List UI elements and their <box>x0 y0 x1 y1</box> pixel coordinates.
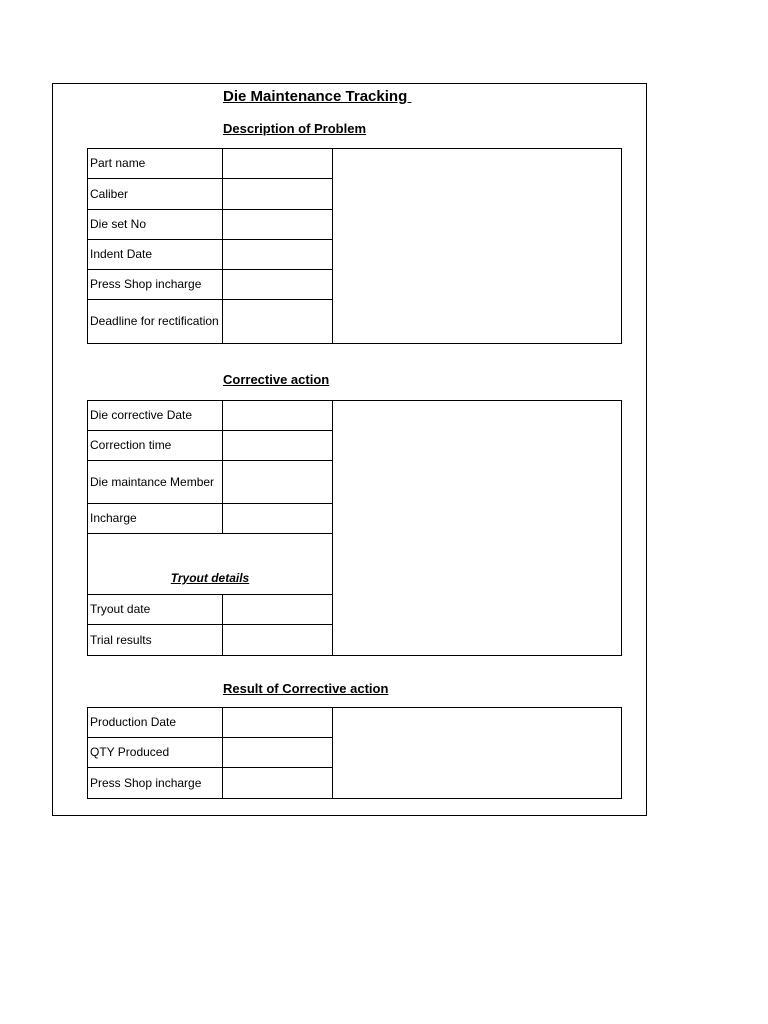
field-value-result-press-shop-incharge[interactable] <box>223 768 333 798</box>
field-label-production-date: Production Date <box>88 708 223 738</box>
field-label-indent-date: Indent Date <box>88 240 223 270</box>
field-label-part-name: Part name <box>88 149 223 179</box>
tryout-details-heading: Tryout details <box>88 534 333 595</box>
field-label-deadline-for-rectification: Deadline for rectification <box>88 300 223 343</box>
field-label-press-shop-incharge: Press Shop incharge <box>88 270 223 300</box>
document-title: Die Maintenance Tracking <box>223 88 412 105</box>
result-notes-area[interactable] <box>333 708 621 798</box>
field-label-die-set-no: Die set No <box>88 210 223 240</box>
field-label-qty-produced: QTY Produced <box>88 738 223 768</box>
field-value-caliber[interactable] <box>223 179 333 210</box>
field-label-result-press-shop-incharge: Press Shop incharge <box>88 768 223 798</box>
corrective-action-notes-area[interactable] <box>333 401 621 655</box>
corrective-action-table <box>87 400 622 656</box>
field-value-incharge[interactable] <box>223 504 333 534</box>
description-notes-area[interactable] <box>333 149 621 343</box>
field-value-part-name[interactable] <box>223 149 333 179</box>
field-label-incharge: Incharge <box>88 504 223 534</box>
field-value-tryout-date[interactable] <box>223 595 333 625</box>
section-heading-description-of-problem: Description of Problem <box>223 121 367 136</box>
field-value-press-shop-incharge[interactable] <box>223 270 333 300</box>
field-value-die-corrective-date[interactable] <box>223 401 333 431</box>
field-value-deadline-for-rectification[interactable] <box>223 300 333 343</box>
field-label-trial-results: Trial results <box>88 625 223 655</box>
field-value-die-maintance-member[interactable] <box>223 461 333 504</box>
field-label-die-maintance-member: Die maintance Member <box>88 461 223 504</box>
description-of-problem-table <box>87 148 622 344</box>
field-value-production-date[interactable] <box>223 708 333 738</box>
field-label-die-corrective-date: Die corrective Date <box>88 401 223 431</box>
section-heading-result-of-corrective-action: Result of Corrective action <box>223 681 389 696</box>
field-value-qty-produced[interactable] <box>223 738 333 768</box>
field-label-tryout-date: Tryout date <box>88 595 223 625</box>
field-value-indent-date[interactable] <box>223 240 333 270</box>
section-heading-corrective-action: Corrective action <box>223 372 330 387</box>
field-value-die-set-no[interactable] <box>223 210 333 240</box>
result-of-corrective-action-table <box>87 707 622 799</box>
field-label-correction-time: Correction time <box>88 431 223 461</box>
field-label-caliber: Caliber <box>88 179 223 210</box>
field-value-trial-results[interactable] <box>223 625 333 655</box>
field-value-correction-time[interactable] <box>223 431 333 461</box>
